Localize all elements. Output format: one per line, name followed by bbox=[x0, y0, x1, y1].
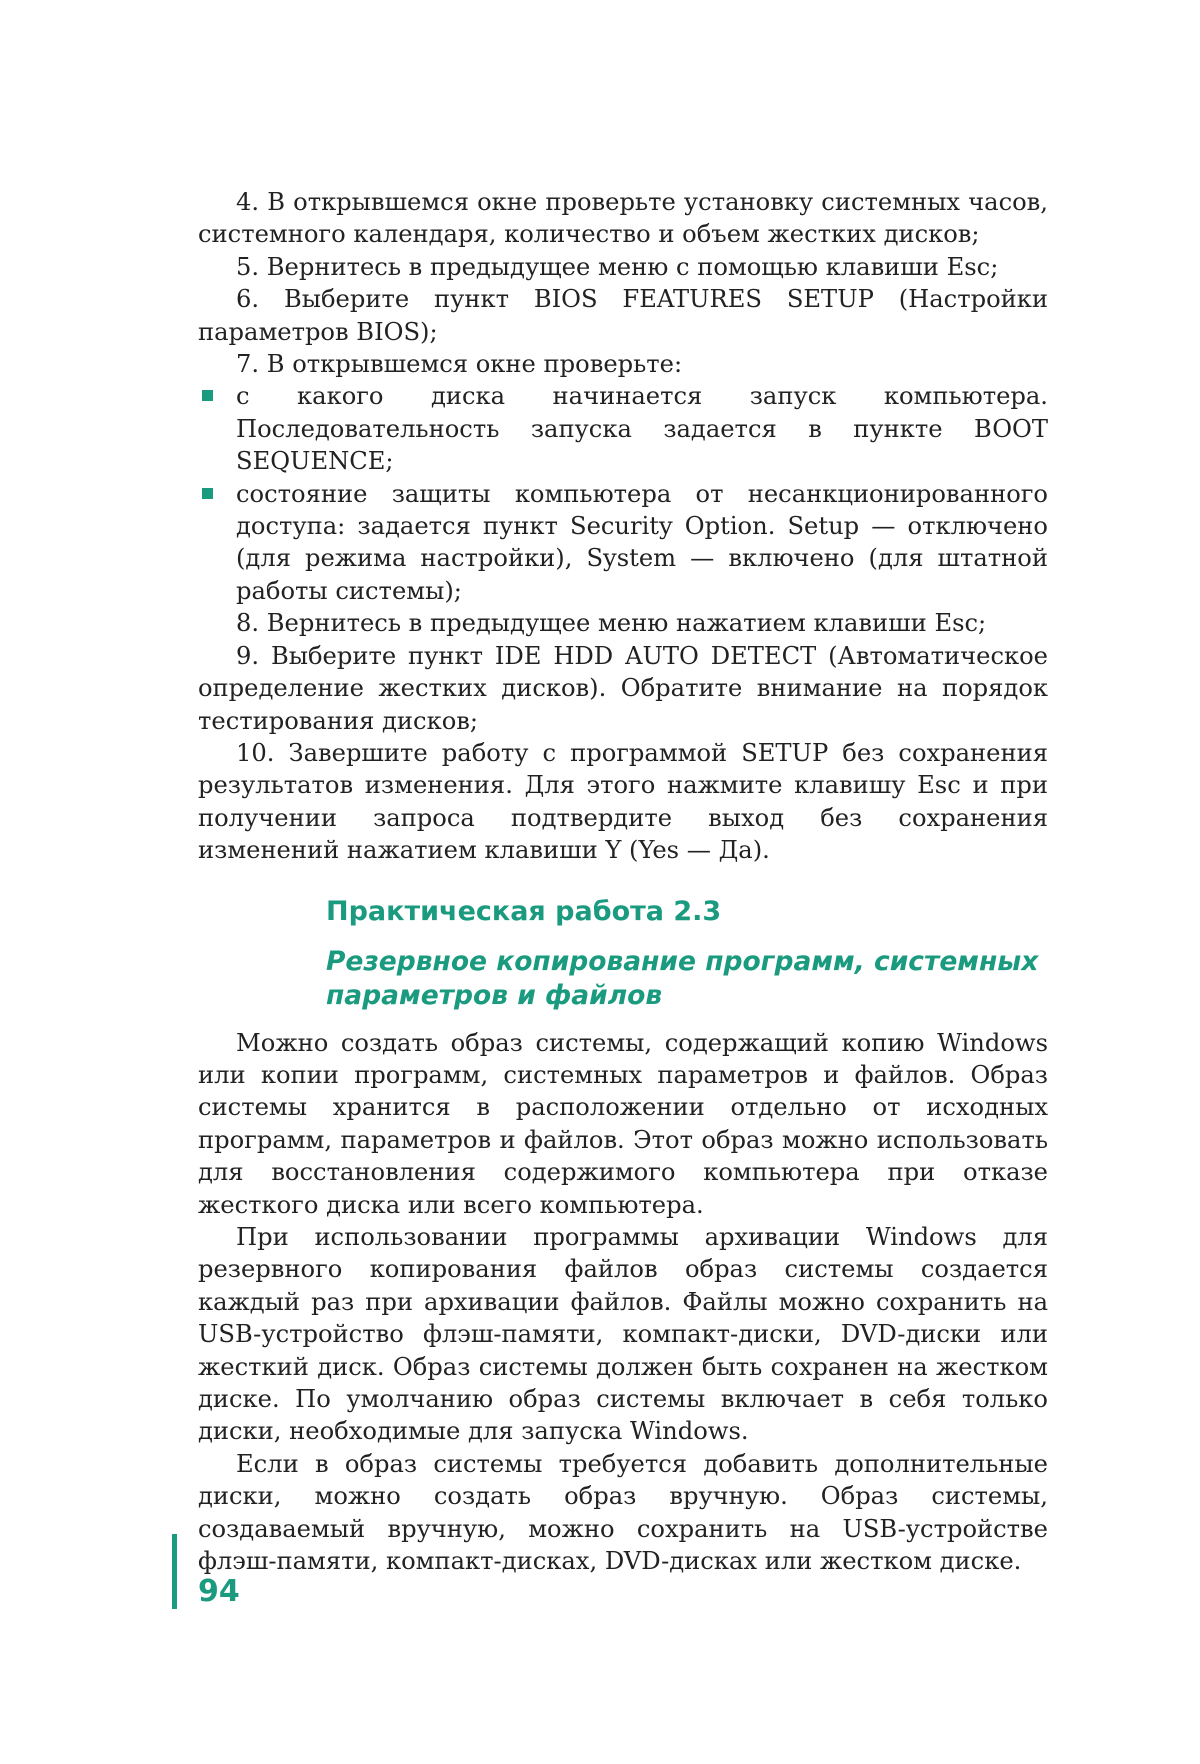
square-bullet-icon bbox=[202, 390, 213, 401]
bullet-item-security bbox=[198, 478, 1048, 608]
bullet-text: состояние защиты компьютера от несанкционированного доступа: задается пункт Security Option. Setup — отключено (для режима настройки), System — включено (для штатной работы системы); bbox=[236, 479, 1048, 605]
page-number-bar bbox=[172, 1534, 177, 1609]
step-9: 9. Выберите пункт IDE HDD AUTO DETECT (Автоматическое определение жестких дисков). Обратите внимание на порядок тестирования дисков; bbox=[198, 641, 1048, 735]
page-content bbox=[198, 186, 1048, 1577]
page-number: 94 bbox=[198, 1574, 240, 1609]
step-6: 6. Выберите пункт BIOS FEATURES SETUP (Настройки параметров BIOS); bbox=[198, 285, 1048, 346]
step-8: 8. Вернитесь в предыдущее меню нажатием клавиши Esc; bbox=[236, 609, 987, 638]
step-5: 5. Вернитесь в предыдущее меню с помощью клавиши Esc; bbox=[236, 252, 999, 281]
step-7: 7. В открывшемся окне проверьте: bbox=[236, 350, 683, 379]
step-4: 4. В открывшемся окне проверьте установку системных часов, системного календаря, количество и объем жестких дисков; bbox=[198, 188, 1048, 249]
body-paragraph: При использовании программы архивации Windows для резервного копирования файлов образ системы создается каждый раз при архивации файлов. Файлы можно сохранить на USB-устройство флэш-памяти, компакт-диски, DVD-диски или жесткий диск. Образ системы должен быть сохранен на жестком диске. По умолчанию образ системы включает в себя только диски, необходимые для запуска Windows. bbox=[198, 1222, 1048, 1446]
body-paragraph: Если в образ системы требуется добавить дополнительные диски, можно создать образ вручную. Образ системы, создаваемый вручную, можно сохранить на USB-устройстве флэш-памяти, компакт-дисках, DVD-дисках или жестком диске. bbox=[198, 1449, 1048, 1576]
step-10: 10. Завершите работу с программой SETUP без сохранения результатов изменения. Для этого нажмите клавишу Esc и при получении запроса подтвердите выход без сохранения изменений нажатием клавиши Y (Yes — Да). bbox=[198, 738, 1048, 865]
square-bullet-icon bbox=[202, 488, 213, 499]
bullet-text: с какого диска начинается запуск компьютера. Последовательность запуска задается в пункте BOOT SEQUENCE; bbox=[236, 382, 1048, 476]
bullet-item-boot bbox=[198, 380, 1048, 477]
body-paragraph: Можно создать образ системы, содержащий копию Windows или копии программ, системных параметров и файлов. Образ системы хранится в расположении отдельно от исходных программ, параметров и файлов. Этот образ можно использовать для восстановления содержимого компьютера при отказе жесткого диска или всего компьютера. bbox=[198, 1028, 1048, 1219]
section-heading: Практическая работа 2.3 bbox=[326, 895, 722, 927]
section-subheading: Резервное копирование программ, системных параметров и файлов bbox=[326, 945, 1039, 1011]
